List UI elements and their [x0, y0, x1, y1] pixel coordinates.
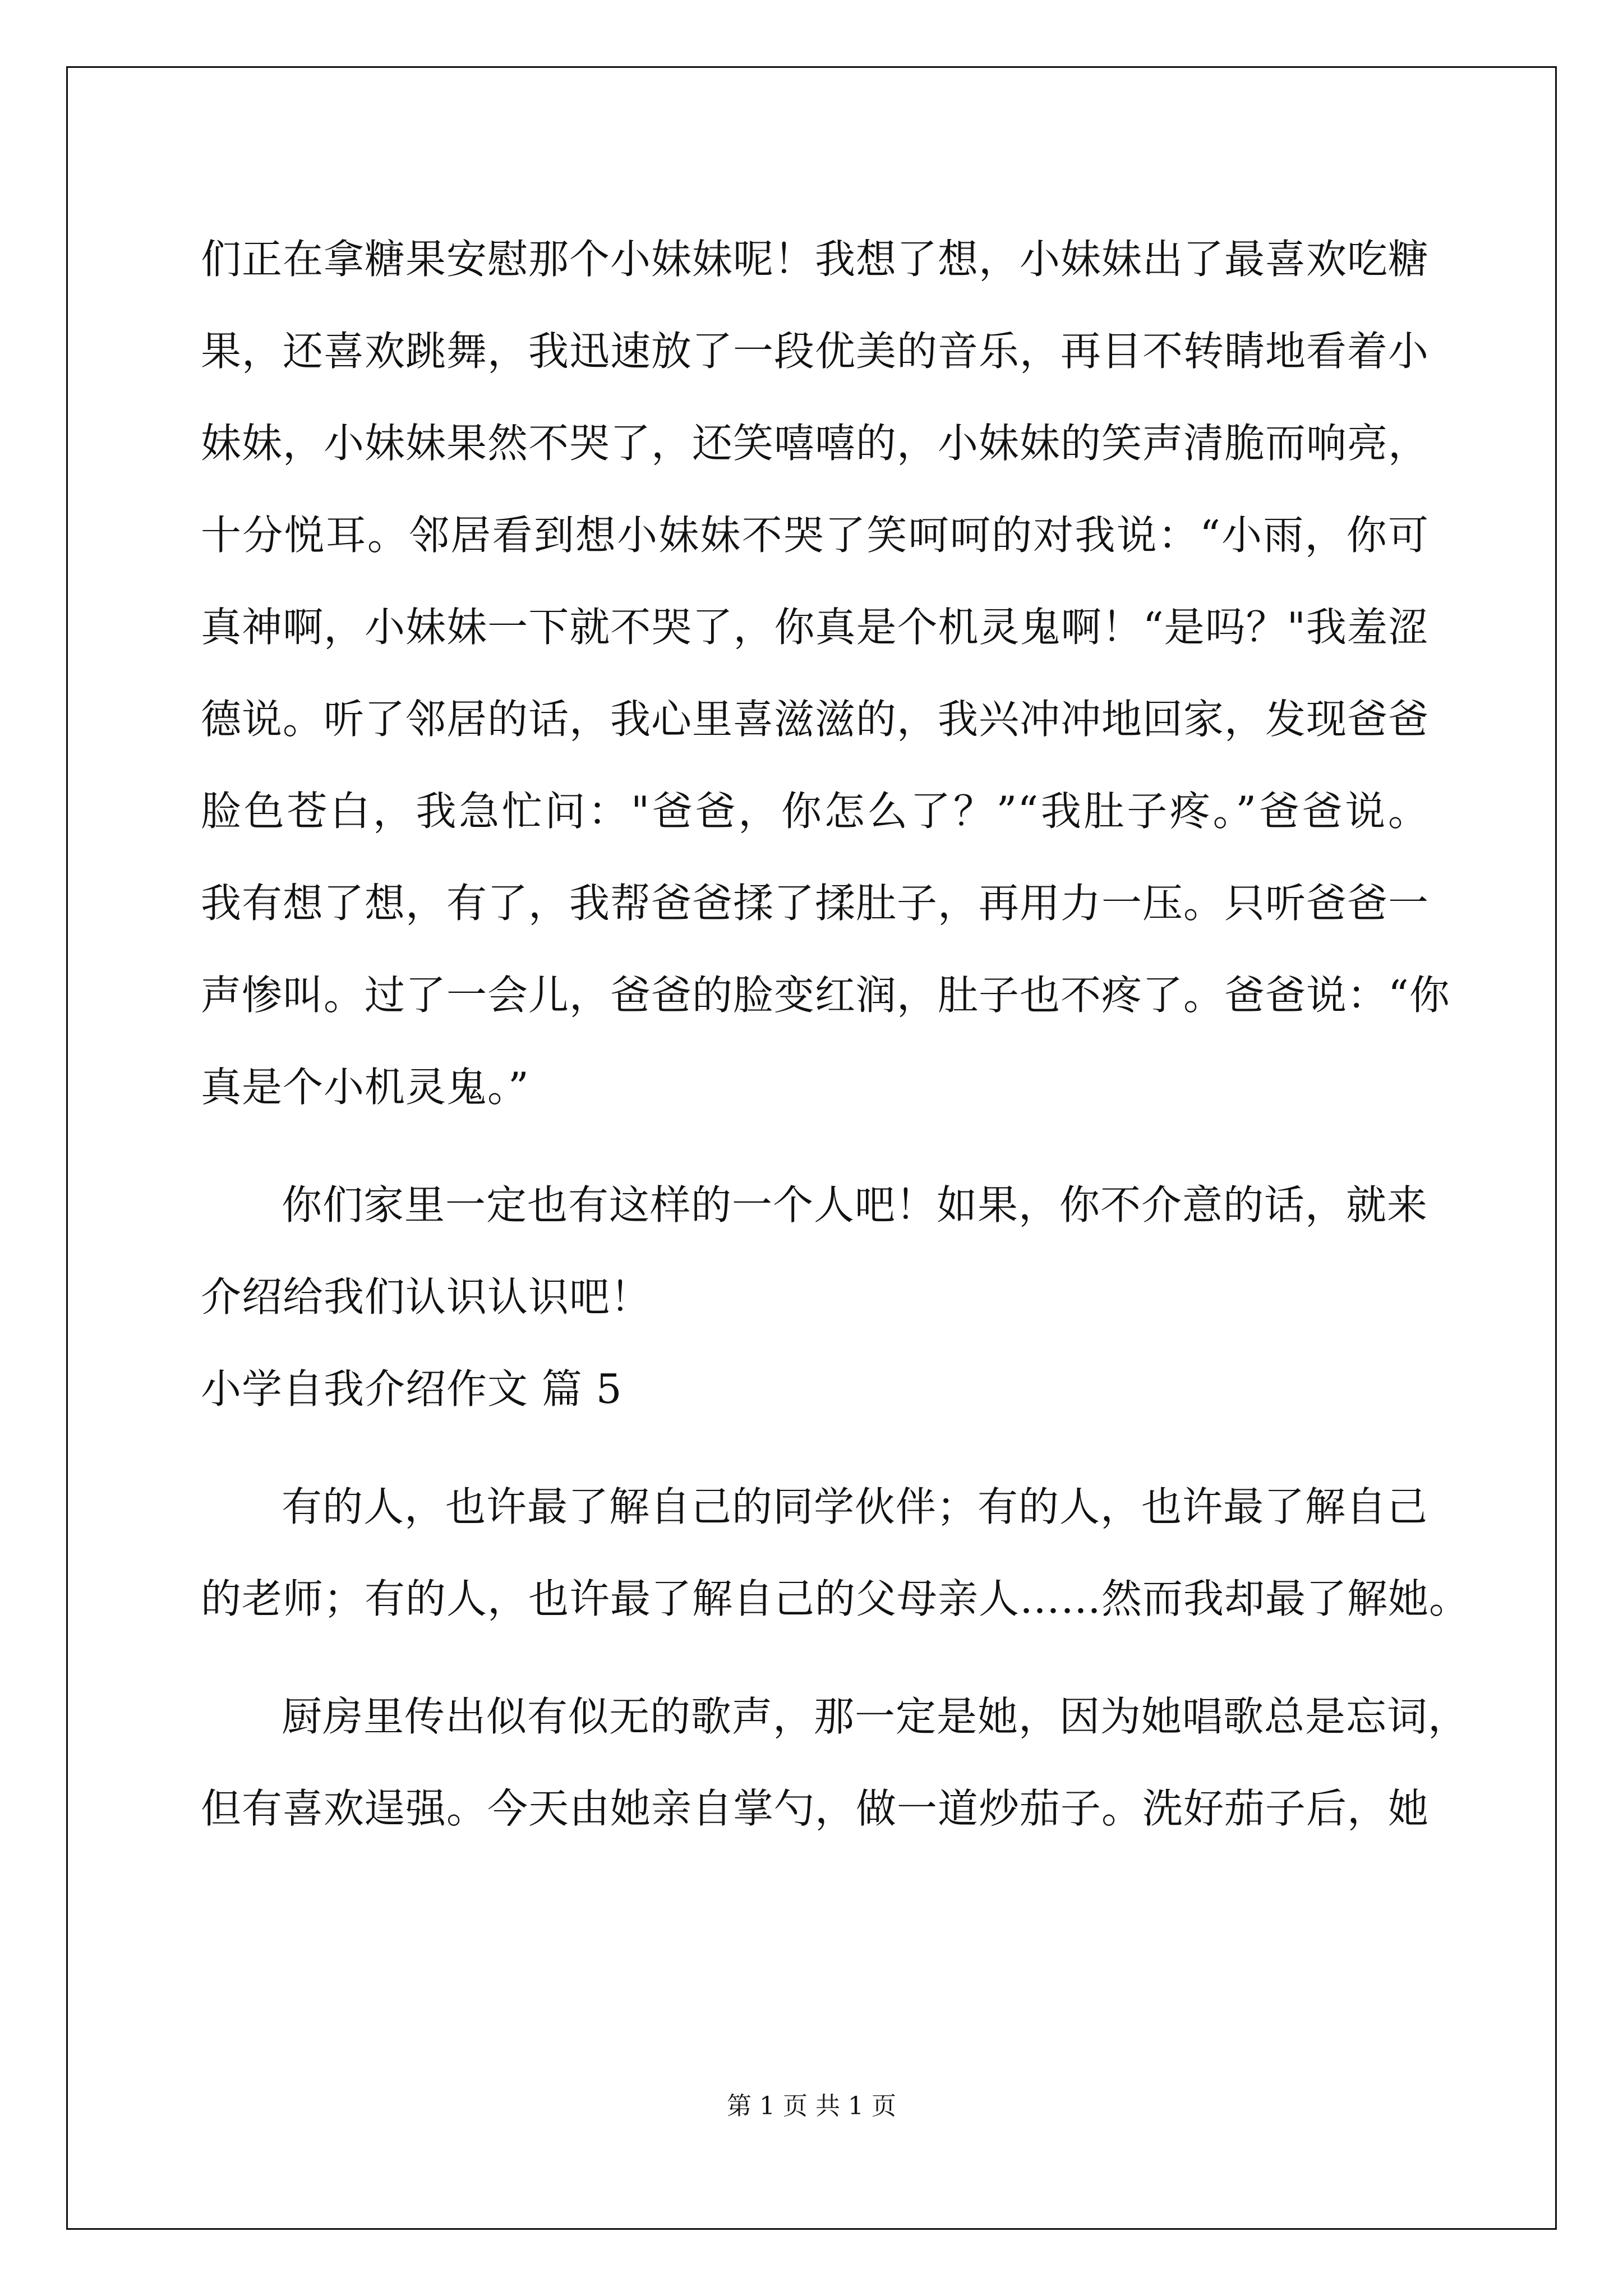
paragraph-1 — [201, 213, 1450, 1133]
text-line: 妹妹，小妹妹果然不哭了，还笑嘻嘻的，小妹妹的笑声清脆而响亮， — [201, 420, 1430, 467]
page-footer — [0, 2086, 1623, 2122]
text-line: 声惨叫。过了一会儿，爸爸的脸变红润，肚子也不疼了。爸爸说：“你 — [201, 972, 1450, 1019]
text-line: 介绍给我们认识认识吧！ — [201, 1273, 652, 1320]
text-line: 你们家里一定也有这样的一个人吧！如果，你不介意的话，就来 — [282, 1181, 1428, 1228]
paragraph-gap — [201, 1435, 1435, 1461]
text-line: 脸色苍白，我急忙问："爸爸，你怎么了？”“我肚子疼。”爸爸说。 — [201, 788, 1429, 835]
paragraph-gap — [201, 1645, 1435, 1671]
text-line: 厨房里传出似有似无的歌声，那一定是她，因为她唱歌总是忘词， — [282, 1693, 1469, 1740]
text-line: 们正在拿糖果安慰那个小妹妹呢！我想了想，小妹妹出了最喜欢吃糖 — [201, 236, 1430, 283]
paragraph-2 — [201, 1159, 1435, 1343]
text-line: 真神啊，小妹妹一下就不哭了，你真是个机灵鬼啊！“是吗？"我羞涩 — [201, 604, 1429, 651]
page-number: 第 1 页 共 1 页 — [727, 2092, 896, 2120]
text-line: 真是个小机灵鬼。” — [201, 1064, 529, 1111]
text-line: 有的人，也许最了解自己的同学伙伴；有的人，也许最了解自己 — [282, 1483, 1428, 1530]
section-heading: 小学自我介绍作文 篇 5 — [201, 1365, 623, 1412]
paragraph-gap — [201, 1133, 1435, 1159]
document-body — [201, 213, 1470, 1855]
paragraph-3 — [201, 1461, 1470, 1645]
text-line: 十分悦耳。邻居看到想小妹妹不哭了笑呵呵的对我说：“小雨，你可 — [201, 512, 1429, 559]
text-line: 果，还喜欢跳舞，我迅速放了一段优美的音乐，再目不转睛地看着小 — [201, 328, 1430, 375]
text-line: 但有喜欢逞强。今天由她亲自掌勺，做一道炒茄子。洗好茄子后，她 — [201, 1785, 1430, 1832]
text-line: 的老师；有的人，也许最了解自己的父母亲人……然而我却最了解她。 — [201, 1575, 1470, 1622]
paragraph-4 — [201, 1671, 1469, 1855]
text-line: 我有想了想，有了，我帮爸爸揉了揉肚子，再用力一压。只听爸爸一 — [201, 880, 1430, 927]
text-line: 德说。听了邻居的话，我心里喜滋滋的，我兴冲冲地回家，发现爸爸 — [201, 696, 1430, 743]
